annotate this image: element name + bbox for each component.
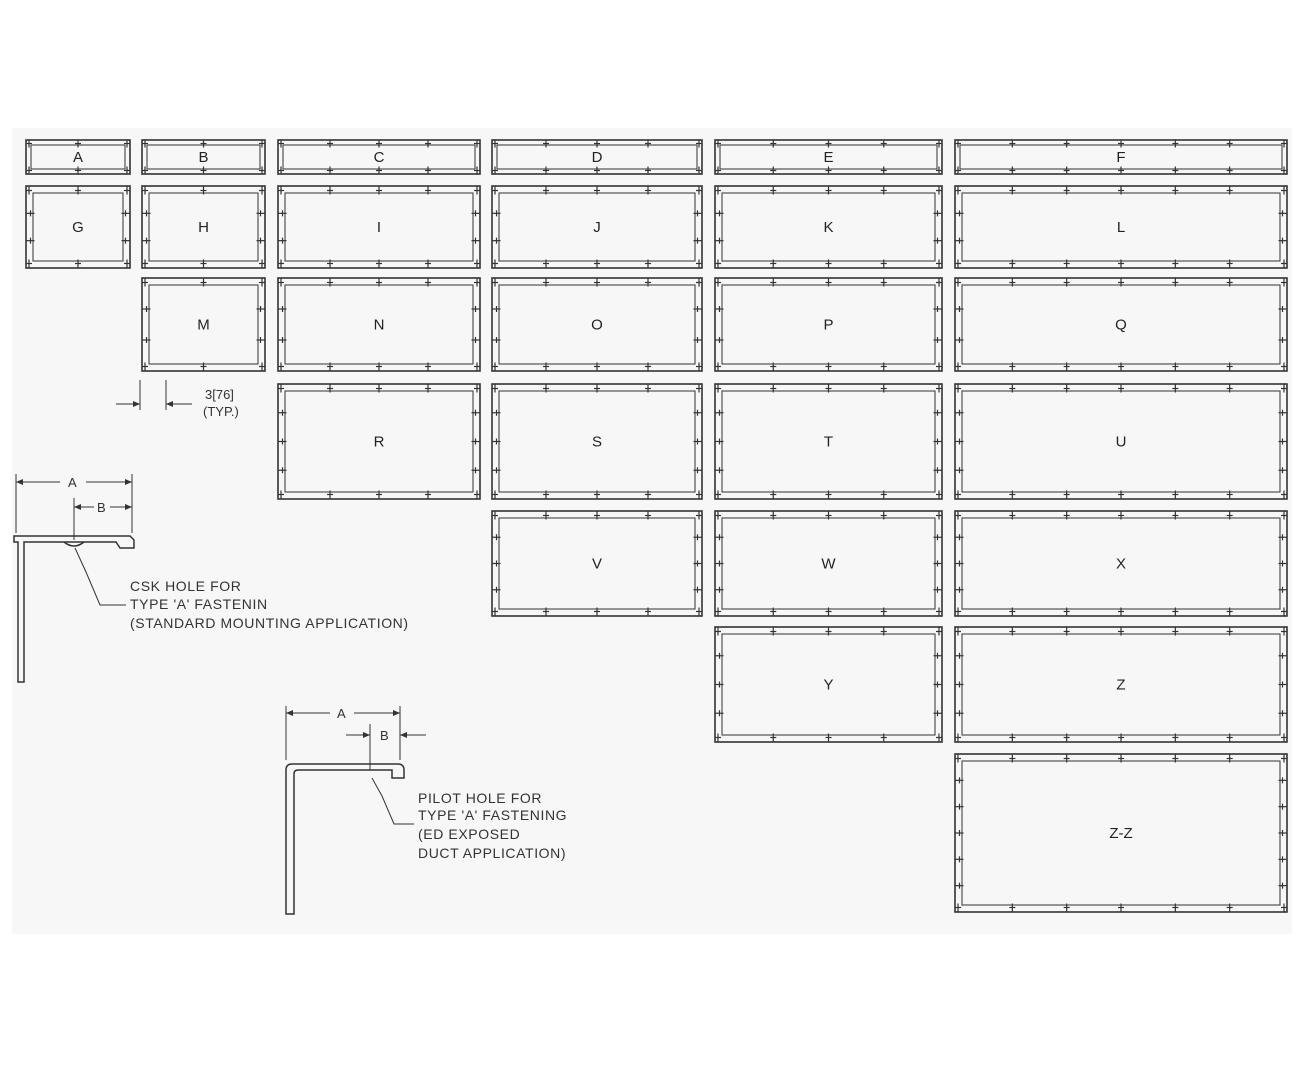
panel-label-g: G xyxy=(72,219,84,236)
pilot-dim-b: B xyxy=(380,728,389,743)
panel-label-h: H xyxy=(198,219,209,236)
csk-note-line-3: (STANDARD MOUNTING APPLICATION) xyxy=(130,615,409,631)
panel-label-d: D xyxy=(591,149,603,166)
panel-label-a: A xyxy=(72,149,84,166)
spacing-value: 3[76] xyxy=(205,387,234,402)
panel-label-w: W xyxy=(821,555,836,573)
pilot-note-line-2: TYPE 'A' FASTENING xyxy=(418,807,568,823)
pilot-note-line-1: PILOT HOLE FOR xyxy=(418,790,543,806)
pilot-note-line-4: DUCT APPLICATION) xyxy=(418,845,567,861)
panel-label-x: X xyxy=(1115,555,1127,573)
csk-dim-b: B xyxy=(97,500,106,515)
panel-label-n: N xyxy=(373,316,385,334)
panel-label-m: M xyxy=(197,316,210,334)
panel-label-b: B xyxy=(198,149,209,166)
panel-label-z: Z xyxy=(1116,676,1126,694)
panel-label-o: O xyxy=(591,316,603,334)
panel-label-u: U xyxy=(1115,433,1127,451)
spacing-typ-note: (TYP.) xyxy=(203,404,239,419)
panel-label-j: J xyxy=(593,219,601,236)
drawing-sheet xyxy=(12,128,1292,934)
panel-label-r: R xyxy=(373,433,385,451)
panel-label-e: E xyxy=(823,149,834,166)
panel-label-z-z: Z-Z xyxy=(1109,825,1133,842)
panel-label-v: V xyxy=(591,555,603,573)
panel-label-f: F xyxy=(1116,149,1126,166)
panel-label-k: K xyxy=(823,219,834,236)
csk-note-line-2: TYPE 'A' FASTENIN xyxy=(130,596,268,612)
panel-label-q: Q xyxy=(1115,316,1127,334)
pilot-note-line-3: (ED EXPOSED xyxy=(418,826,521,842)
csk-note-line-1: CSK HOLE FOR xyxy=(130,578,242,594)
panel-label-i: I xyxy=(376,219,382,236)
csk-dim-a: A xyxy=(68,475,77,490)
panel-label-s: S xyxy=(591,433,603,451)
panel-label-p: P xyxy=(823,316,834,334)
panel-label-y: Y xyxy=(823,676,834,694)
pilot-dim-a: A xyxy=(337,706,346,721)
panel-label-l: L xyxy=(1116,219,1126,236)
panel-label-c: C xyxy=(373,149,385,166)
panel-label-t: T xyxy=(823,433,834,451)
